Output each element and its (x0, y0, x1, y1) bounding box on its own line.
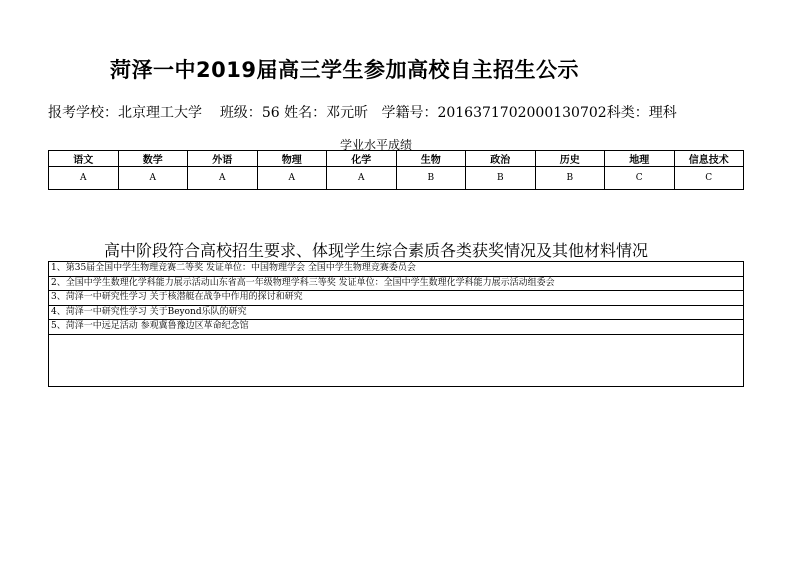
grades-value-row (49, 167, 744, 190)
award-item: 4、菏泽一中研究性学习 关于Beyond乐队的研究 (49, 306, 743, 321)
student-info-line (48, 102, 748, 122)
award-item: 3、菏泽一中研究性学习 关于核潜艇在战争中作用的探讨和研究 (49, 291, 743, 306)
grades-header-row (49, 151, 744, 167)
page-title: 菏泽一中2019届高三学生参加高校自主招生公示 (110, 58, 579, 82)
grade-cell: C (605, 167, 675, 190)
award-item: 5、菏泽一中远足活动 参观冀鲁豫边区革命纪念馆 (49, 320, 743, 335)
subject-header: 物理 (257, 151, 327, 167)
grade-cell: A (49, 167, 119, 190)
subject-header: 化学 (327, 151, 397, 167)
grade-cell: B (535, 167, 605, 190)
student-id-value: 2016371702000130702 (437, 105, 607, 121)
subject-header: 历史 (535, 151, 605, 167)
awards-section-title: 高中阶段符合高校招生要求、体现学生综合素质各类获奖情况及其他材料情况 (104, 241, 649, 260)
subject-header: 政治 (466, 151, 536, 167)
grade-cell: C (674, 167, 744, 190)
name-label: 姓名： (284, 105, 327, 121)
student-id-label: 学籍号： (381, 105, 438, 121)
subject-header: 信息技术 (674, 151, 744, 167)
grade-cell: A (327, 167, 397, 190)
class-value: 56 (261, 105, 280, 121)
subject-header: 数学 (118, 151, 188, 167)
grade-cell: A (188, 167, 258, 190)
subject-type-label: 科类： (606, 105, 649, 121)
school-value: 北京理工大学 (118, 105, 202, 121)
subject-header: 生物 (396, 151, 466, 167)
subject-header: 语文 (49, 151, 119, 167)
grades-table (48, 150, 744, 190)
school-label: 报考学校： (48, 105, 118, 121)
subject-type-value: 理科 (648, 105, 677, 121)
grade-cell: A (257, 167, 327, 190)
grade-cell: A (118, 167, 188, 190)
award-item: 1、第35届全国中学生物理竞赛二等奖 发证单位：中国物理学会 全国中学生物理竞赛委员会 (49, 262, 743, 277)
awards-box (48, 261, 744, 387)
grade-cell: B (396, 167, 466, 190)
award-item: 2、全国中学生数理化学科能力展示活动山东省高一年级物理学科三等奖 发证单位：全国中学生数理化学科能力展示活动组委会 (49, 277, 743, 292)
subject-header: 地理 (605, 151, 675, 167)
class-label: 班级： (219, 105, 262, 121)
grade-cell: B (466, 167, 536, 190)
grades-caption: 学业水平成绩 (340, 138, 413, 152)
name-value: 邓元昕 (326, 105, 369, 121)
subject-header: 外语 (188, 151, 258, 167)
